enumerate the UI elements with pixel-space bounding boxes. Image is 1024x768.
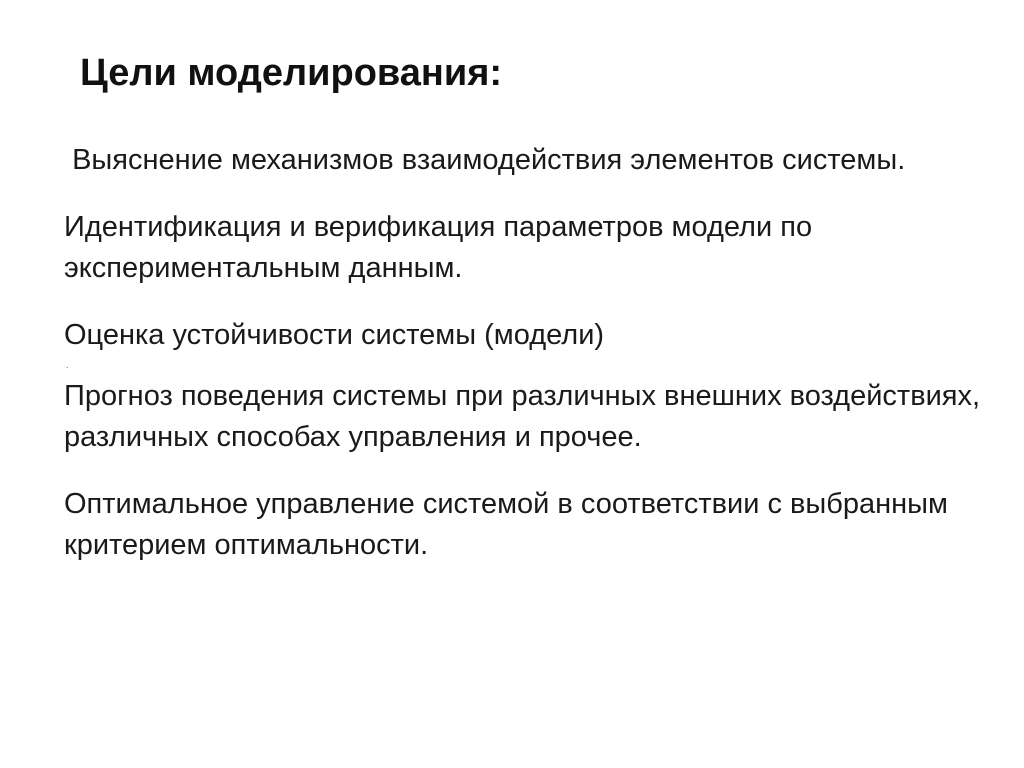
goal-item-optimal-control: Оптимальное управление системой в соответствии с выбранным критерием оптимальности. bbox=[64, 488, 948, 561]
slide-title: Цели моделирования: bbox=[80, 52, 503, 94]
goal-item-identification: Идентификация и верификация параметров модели по экспериментальным данным. bbox=[64, 211, 813, 284]
goal-item-forecast: Прогноз поведения системы при различных внешних воздействиях, различных способах управления и прочее. bbox=[64, 380, 981, 453]
goal-item-mechanisms: Выяснение механизмов взаимодействия элементов системы. bbox=[64, 144, 906, 176]
goals-list bbox=[64, 140, 994, 566]
goal-item-stability: Оценка устойчивости системы (модели) bbox=[64, 319, 605, 351]
stray-dot-mark: . bbox=[66, 360, 69, 370]
